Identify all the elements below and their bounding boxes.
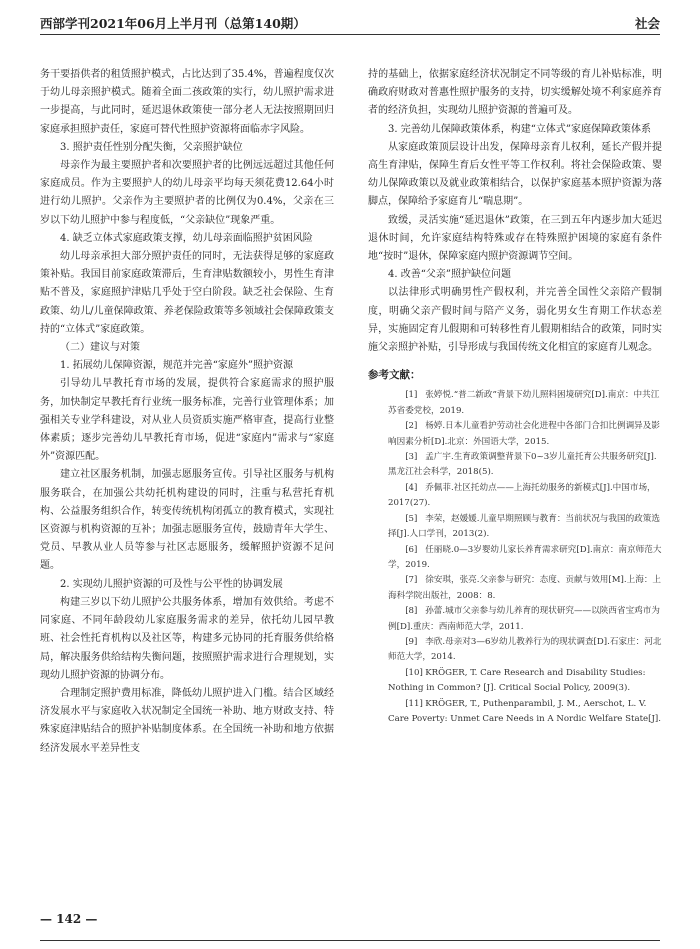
references-title: 参考文献： [368,369,421,382]
reference-number: [2] [405,421,418,432]
section-heading: 3. 照护责任性别分配失衡，父亲照护缺位 [60,141,243,153]
paragraph: 持的基础上，依据家庭经济状况制定不同等级的育儿补贴标准，明确政府财政对普惠性照护服务的支持，切实缓解处境不利家庭养育者的经济负担，实现幼儿照护资源的普遍可及。 [368,69,662,117]
journal-title: 西部学刊2021年06月上半月刊（总第140期） [40,16,306,31]
right-column [368,66,662,727]
section-heading: 3. 完善幼儿保障政策体系，构建“立体式”家庭保障政策体系 [388,123,651,135]
paragraph: 务干要捂供者的租赁照护模式，占比达到了35.4%，普遍程度仅次于幼儿母亲照护模式。随着全面二孩政策的实行，幼儿照护需求进一步提高，与此同时，延迟退休政策使一部分老人无法按照期回归家庭承担照护责任，家庭可替代性照护资源将面临赤字风险。 [40,69,334,135]
reference-number: [9] [405,636,418,647]
reference-text: 孙蕾.城市父亲参与幼儿养育的现状研究——以陕西省宝鸡市为例[D].重庆：西南师范大学，2011. [388,606,660,632]
section-heading: 1. 拓展幼儿保障资源，规范并完善“家庭外”照护资源 [60,360,293,372]
reference-item [368,666,662,697]
paragraph: 幼儿母亲承担大部分照护责任的同时，无法获得足够的家庭政策补贴。我国目前家庭政策滞后，生育津贴数额较小，男性生育津贴不普及，家庭照护津贴几乎处于空白阶段。缺乏社会保险、生育政策、幼儿/儿童保障政策、养老保险政策等多领域社会保障政策支持的“立体式”家庭政策。 [40,251,334,335]
reference-text: 乔佩菲.社区托幼点——上海托幼服务的新模式[J].中国市场，2017(27). [388,482,656,509]
reference-text: 徐安琪，张亮.父亲参与研究：态度、贡献与效用[M].上海：上海科学院出版社，2008：8. [388,575,662,601]
reference-number: [7] [405,575,418,586]
paragraph: 建立社区服务机制，加强志愿服务宣传。引导社区服务与机构服务联合，在加强公共幼托机构建设的同时，注重与私营托育机构、公益服务组织合作，转变传统机构闭孤立的教育模式，实现社区资源与机构资源的互补；加强志愿服务宣传，鼓励青年大学生、党员、早教从业人员等参与社区志愿服务，缓解照护资源不足问题。 [40,469,334,572]
paragraph: 引导幼儿早教托育市场的发展，提供符合家庭需求的照护服务，加快制定早教托育行业统一服务标准，完善行业管理体系；加强相关专业学科建设，对从业人员资质实施严格审查，提高行业整体素质；逐步完善幼儿早教托育市场，促进“家庭内”需求与“家庭外”资源匹配。 [40,378,334,463]
section-heading: 2. 实现幼儿照护资源的可及性与公平性的协调发展 [60,578,283,590]
footer-rule [40,940,660,941]
page-number: — 142 — [40,912,98,926]
reference-number: [4] [405,482,418,493]
section-heading: 4. 缺乏立体式家庭政策支撑，幼儿母亲面临照护贫困风险 [60,232,313,244]
paragraph: 合理制定照护费用标准，降低幼儿照护进入门槛。结合区域经济发展水平与家庭收入状况制定全国统一补助、地方财政支持、特殊家庭津贴结合的照护补贴制度体系。在全国统一补助和地方依据经济发展水平差异性支 [40,687,334,754]
reference-number: [8] [405,606,418,617]
reference-number: [3] [405,452,418,463]
reference-item [368,512,662,543]
reference-number: [10] [405,667,423,678]
section-heading: 4. 改善“父亲”照护缺位问题 [388,269,511,281]
paragraph: 以法律形式明确男性产假权利，并完善全国性父亲陪产假制度，明确父亲产假时间与陪产义务，弱化男女生育期工作状态差异，实施固定育儿假期和可转移性育儿假期相结合的政策，同时实施父亲照护补贴，引导形成与我国传统文化相宜的家庭育儿观念。 [368,287,662,354]
left-column [40,66,334,758]
section-label: 社会 [634,16,660,31]
reference-text: 张婷悦.“普二新政”背景下幼儿照料困境研究[D].南京：中共江苏省委党校，2019. [388,390,660,416]
reference-item [368,604,662,635]
reference-text: 李欣.母亲对3—6岁幼儿教养行为的现状调查[D].石家庄：河北师范大学，2014. [388,636,662,663]
section-heading: （二）建议与对策 [60,342,140,354]
paragraph: 母亲作为最主要照护者和次要照护者的比例远远超过其他任何家庭成员。作为主要照护人的幼儿母亲平均每天须花费12.64小时进行幼儿照护。父亲作为主要照护者的比例仅为0.4%，父亲在三岁以下幼儿照护中参与程度低，“父亲缺位”现象严重。 [40,160,334,226]
reference-number: [1] [405,390,418,401]
reference-text: KRÖGER, T. Care Research and Disability Studies: Nothing in Common? [J]. Critical Social Policy, 2009(3). [388,667,646,694]
reference-text: 任丽晓.0—3岁婴幼儿家长养育需求研究[D].南京：南京师范大学，2019. [388,544,662,570]
paragraph: 构建三岁以下幼儿照护公共服务体系，增加有效供给。考虑不同家庭、不同年龄段幼儿家庭服务需求的差异，依托幼儿园早教班、社会性托育机构以及社区等，构建多元协同的托育服务供给格局，解决服务供给结构失衡问题，按照照护需求进行合理规划，实现幼儿照护资源的协调分布。 [40,596,334,681]
reference-item [368,543,662,574]
page-header [40,0,660,35]
reference-item [368,450,662,481]
reference-item [368,635,662,666]
reference-item [368,573,662,604]
reference-item [368,388,662,419]
reference-text: 杨婷.日本儿童看护劳动社会化进程中各部门合扣比例调异及影响因素分析[D].北京：外国语大学，2015. [388,421,660,447]
reference-text: KRÖGER, T., Puthenparambil, J. M., Aerschot, L. V. Care Poverty: Unmet Care Needs in A Nordic Welfare State[J]. [388,698,662,724]
paragraph: 从家庭政策顶层设计出发，保障母亲育儿权利，延长产假并提高生育津贴，保障生育后女性平等工作权利。将社会保险政策、婴幼儿保障政策以及就业政策相结合，以保护家庭基本照护资源为落脚点，保障给予家庭育儿“喘息期”。 [368,141,662,208]
reference-number: [5] [405,513,418,524]
reference-text: 孟广宇.生育政策调整背景下0~3岁儿童托育公共服务研究[J].黑龙江社会科学，2018(5). [388,452,657,478]
references-list [368,388,662,727]
reference-item [368,697,662,728]
paragraph: 致缓，灵活实施“延迟退休”政策，在三到五年内逐步加大延迟退休时间，允许家庭结构特殊或存在特殊照护困境的家庭有条件地“按时”退休，保障家庭内照护资源调节空间。 [368,214,662,263]
reference-number: [11] [405,698,423,709]
reference-number: [6] [405,544,418,555]
reference-text: 李荣，赵媛媛.儿童早期照顾与教育：当前状况与我国的政策选择[J].人口学刊，2013(2). [388,513,660,540]
reference-item [368,481,662,512]
reference-item [368,419,662,450]
